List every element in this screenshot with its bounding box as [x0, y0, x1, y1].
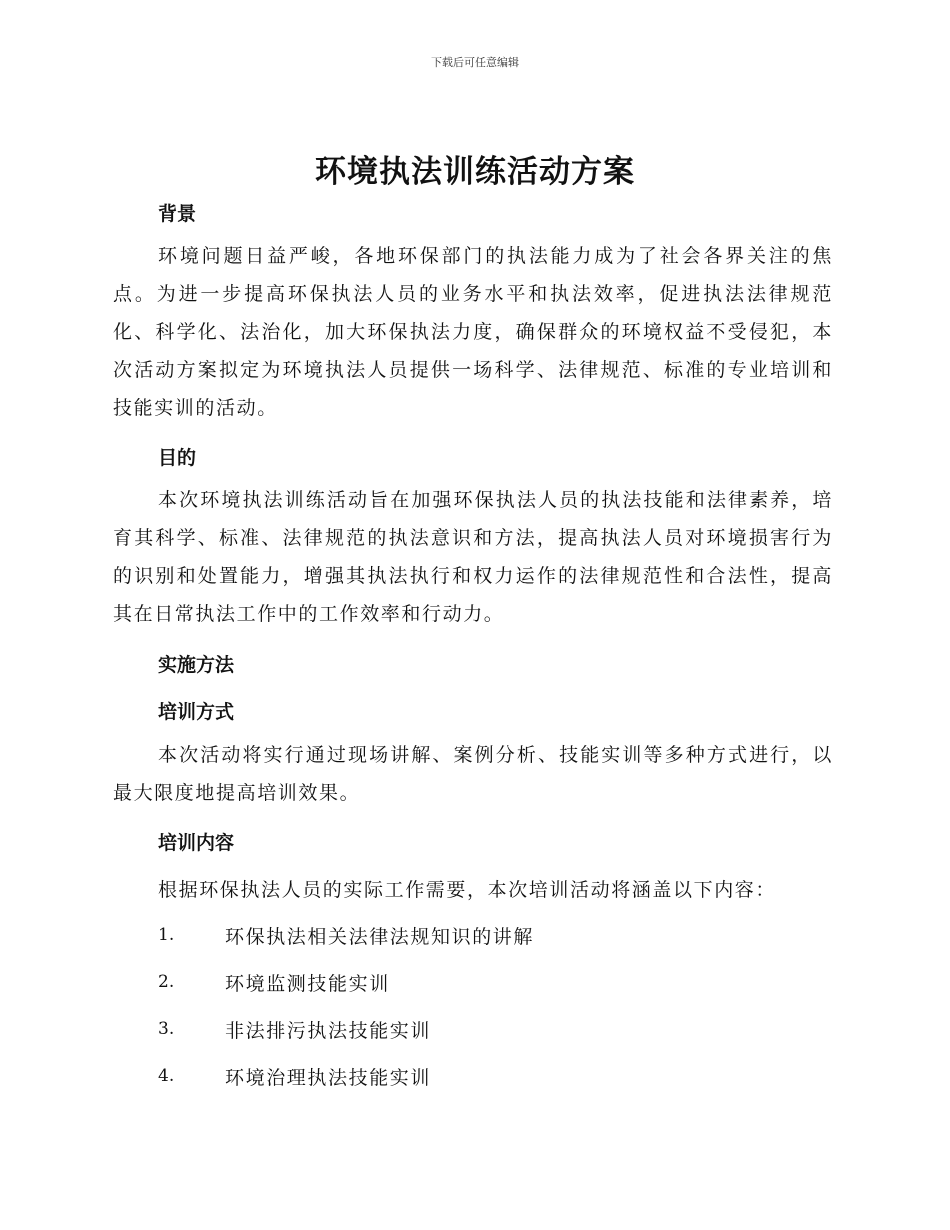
list-item-number: 3. [158, 1019, 175, 1039]
heading-training-method: 培训方式 [158, 701, 235, 723]
list-item-text: 非法排污执法技能实训 [225, 1020, 432, 1042]
paragraph-training-method: 本次活动将实行通过现场讲解、案例分析、技能实训等多种方式进行，以最大限度地提高培训效果。 [113, 744, 833, 804]
document-title: 环境执法训练活动方案 [315, 154, 635, 190]
list-item-text: 环保执法相关法律法规知识的讲解 [225, 926, 535, 948]
list-item-number: 1. [158, 925, 175, 945]
heading-purpose: 目的 [158, 447, 197, 469]
list-item-text: 环境监测技能实训 [225, 973, 390, 995]
heading-background: 背景 [158, 203, 197, 225]
heading-implementation: 实施方法 [158, 654, 235, 676]
page-header-note: 下载后可任意编辑 [431, 56, 519, 69]
paragraph-background: 环境问题日益严峻，各地环保部门的执法能力成为了社会各界关注的焦点。为进一步提高环保执法人员的业务水平和执法效率，促进执法法律规范化、科学化、法治化，加大环保执法力度，确保群众的环境权益不受侵犯，本次活动方案拟定为环境执法人员提供一场科学、法律规范、标准的专业培训和技能实训的活动。 [113, 245, 833, 419]
list-item-number: 4. [158, 1066, 175, 1086]
heading-training-content: 培训内容 [158, 832, 235, 854]
list-item-text: 环境治理执法技能实训 [225, 1067, 432, 1089]
list-item-number: 2. [158, 972, 175, 992]
training-content-intro: 根据环保执法人员的实际工作需要，本次培训活动将涵盖以下内容： [158, 879, 777, 901]
paragraph-purpose: 本次环境执法训练活动旨在加强环保执法人员的执法技能和法律素养，培育其科学、标准、法律规范的执法意识和方法，提高执法人员对环境损害行为的识别和处置能力，增强其执法执行和权力运作的法律规范性和合法性，提高其在日常执法工作中的工作效率和行动力。 [113, 489, 833, 625]
